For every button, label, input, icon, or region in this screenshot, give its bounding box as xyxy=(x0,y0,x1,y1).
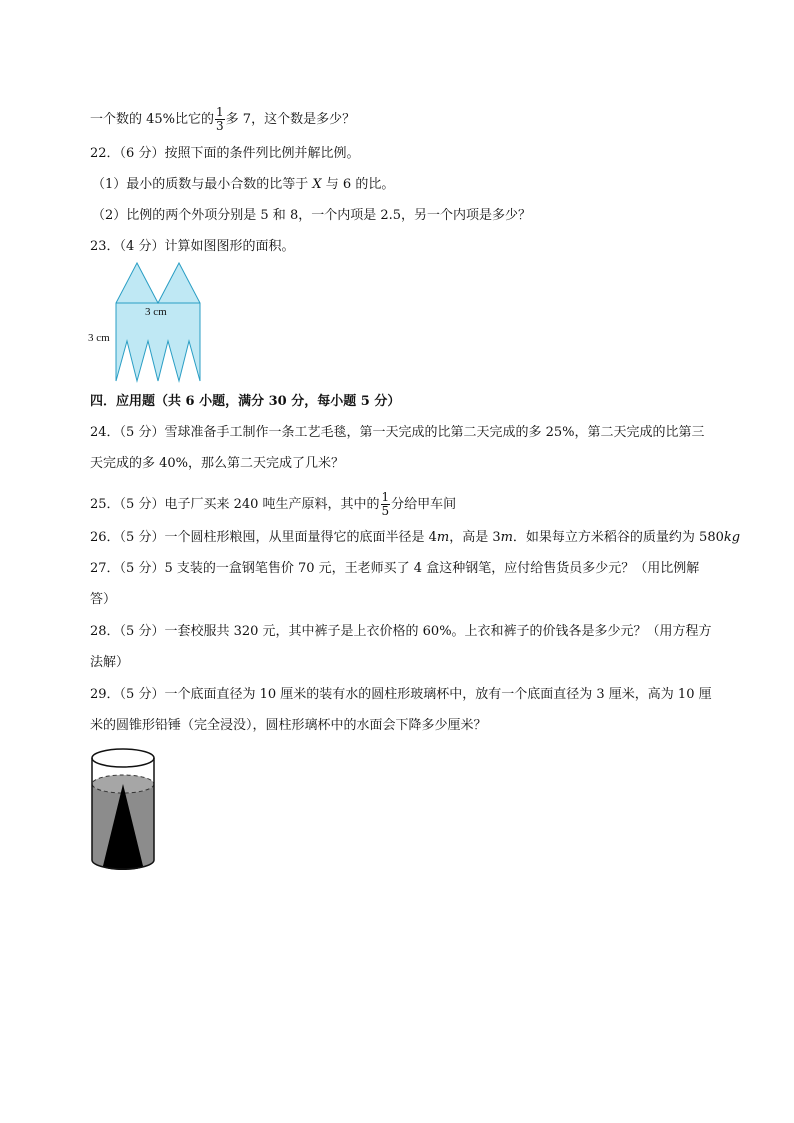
fraction-one-fifth xyxy=(381,491,391,518)
unit-kilogram: kg xyxy=(723,530,741,545)
question-24-line2: 天完成的多 40%，那么第二天完成了几米？ xyxy=(90,456,345,471)
fraction-numerator: 1 xyxy=(216,105,224,119)
question-22-title: 22．（6 分）按照下面的条件列比例并解比例。 xyxy=(90,146,360,161)
zigzag-shape xyxy=(116,263,200,381)
q25-text-pre: 25．（5 分）电子厂买来 240 吨生产原料，其中的 xyxy=(90,497,380,512)
fraction-one-third xyxy=(215,106,225,133)
question-28-line1: 28．（5 分）一套校服共 320 元，其中裤子是上衣价格的 60%。上衣和裤子的价钱各是多少元？（用方程方 xyxy=(90,624,712,639)
q25-text-post: 分给甲车间 xyxy=(391,497,457,512)
question-25-text xyxy=(90,491,456,518)
question-21-text xyxy=(90,106,355,133)
unit-meter: m xyxy=(436,530,450,545)
height-label: 3 cm xyxy=(88,332,110,344)
question-27-line1: 27．（5 分）5 支装的一盒钢笔售价 70 元，王老师买了 4 盒这种钢笔，应付给售货员多少元？（用比例解 xyxy=(90,561,700,576)
q26-part2: ，高是 3 xyxy=(449,530,501,545)
glass-rim xyxy=(92,749,154,767)
question-29-line2: 米的圆锥形铅锤（完全浸没），圆柱形璃杯中的水面会下降多少厘米？ xyxy=(90,718,487,733)
q26-part1: 26．（5 分）一个圆柱形粮囤，从里面量得它的底面半径是 4 xyxy=(90,530,437,545)
q21-text-pre: 一个数的 45%比它的 xyxy=(90,112,215,127)
question-26-text xyxy=(90,528,740,548)
fraction-denominator: 5 xyxy=(381,504,390,518)
variable-x: X xyxy=(312,177,322,192)
question-27-line2: 答） xyxy=(90,592,117,607)
question-29-line1: 29．（5 分）一个底面直径为 10 厘米的装有水的圆柱形玻璃杯中，放有一个底面直径为 3 厘米，高为 10 厘 xyxy=(90,687,712,702)
q21-text-post: 多 7，这个数是多少？ xyxy=(225,112,356,127)
q23-figure xyxy=(86,258,216,386)
question-24-line1: 24．（5 分）雪球准备手工制作一条工艺毛毯，第一天完成的比第二天完成的多 25%，第二天完成的比第三 xyxy=(90,425,705,440)
question-28-line2: 法解） xyxy=(90,655,130,670)
q22-sub1-pre: （1）最小的质数与最小合数的比等于 xyxy=(92,177,313,192)
question-22-sub2: （2）比例的两个外项分别是 5 和 8，一个内项是 2.5，另一个内项是多少？ xyxy=(92,208,532,223)
question-22-sub1 xyxy=(92,175,394,195)
q29-cylinder-figure xyxy=(86,744,160,876)
fraction-numerator: 1 xyxy=(381,490,390,504)
unit-meter: m xyxy=(500,530,513,545)
section-4-title: 四．应用题（共 6 小题，满分 30 分，每小题 5 分） xyxy=(90,394,401,409)
fraction-denominator: 3 xyxy=(216,119,224,133)
q26-part3: ．如果每立方米稻谷的质量约为 580 xyxy=(512,530,724,545)
width-label: 3 cm xyxy=(145,306,167,318)
question-23-title: 23．（4 分）计算如图图形的面积。 xyxy=(90,239,295,254)
q22-sub1-post: 与 6 的比。 xyxy=(321,177,395,192)
